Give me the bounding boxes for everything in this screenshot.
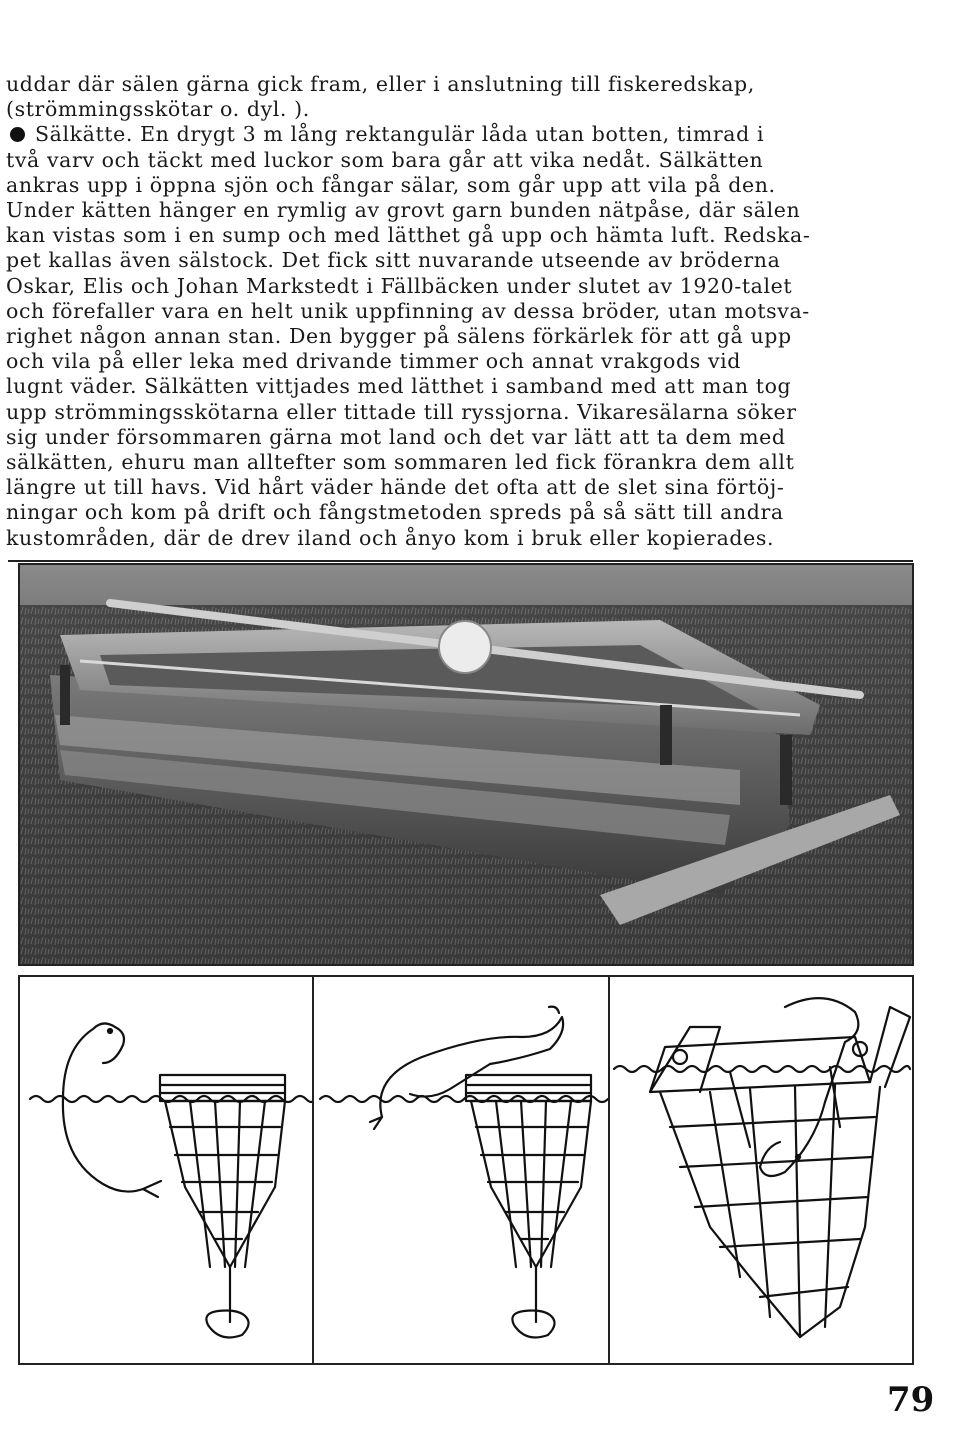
folded-lid-right	[870, 1007, 910, 1087]
text-line: righet någon annan stan. Den bygger på sälens förkärlek för att gå upp	[6, 324, 792, 349]
corner-post	[780, 735, 792, 805]
text-line: längre ut till havs. Vid hårt väder hände det ofta att de slet sina förtöj-	[6, 475, 785, 500]
diagram-panel-trapped	[610, 977, 912, 1363]
raft-box	[466, 1075, 591, 1101]
diagram-seal-approaching	[20, 977, 312, 1363]
text-line: (strömmingsskötar o. dyl. ).	[6, 97, 310, 122]
net-mesh-h	[670, 1117, 875, 1297]
text-line: två varv och täckt med luckor som bara går att vika nedåt. Sälkätten	[6, 147, 764, 172]
text-underline-rule	[8, 560, 913, 562]
text-line: ankras upp i öppna sjön och fångar sälar, som går upp att vila på den.	[6, 172, 776, 197]
diagram-panel-climb	[314, 977, 608, 1363]
diagram-seal-trapped	[610, 977, 912, 1363]
text-line: sälkätten, ehuru man alltefter som sommaren led fick förankra dem allt	[6, 450, 795, 475]
photo-illustration	[20, 565, 912, 964]
text-line: Under kätten hänger en rymlig av grovt garn bunden nätpåse, där sälen	[6, 198, 801, 223]
body-text	[6, 72, 936, 551]
text-line: sig under försommaren gärna mot land och det var lätt att ta dem med	[6, 424, 786, 449]
text-line: ningar och kom på drift och fångstmetoden spreds på så sätt till andra	[6, 500, 784, 525]
text-line: uddar där sälen gärna gick fram, eller i anslutning till fiskeredskap,	[6, 72, 755, 96]
text-line: kan vistas som i en sump och med lätthet gå upp och hämta luft. Redska-	[6, 223, 811, 248]
diagram-strip	[18, 975, 914, 1365]
net-mesh-h	[170, 1127, 280, 1239]
seal-head	[103, 1027, 124, 1063]
photo-seal-trap	[18, 563, 914, 966]
net-mesh-h	[476, 1127, 586, 1239]
text-line: kustområden, där de drev iland och ånyo kom i bruk eller kopierades.	[6, 525, 775, 550]
corner-post	[660, 705, 672, 765]
seal-eye	[108, 1029, 112, 1033]
text-line: Sälkätte. En drygt 3 m lång rektangulär låda utan botten, timrad i	[35, 122, 765, 147]
text-line: och förefaller vara en helt unik uppfinning av dessa bröder, utan motsva-	[6, 298, 810, 323]
text-line: lugnt väder. Sälkätten vittjades med lätthet i samband med att man tog	[6, 374, 792, 399]
seal-flipper	[370, 1117, 382, 1129]
seal-whisker	[549, 1007, 559, 1013]
text-line-bullet	[6, 122, 936, 147]
seal-body	[63, 1023, 161, 1197]
float-ball	[439, 621, 491, 673]
corner-post	[60, 665, 70, 725]
text-line: och vila på eller leka med drivande timmer och annat vrakgods vid	[6, 349, 742, 374]
anchor-stone	[512, 1311, 554, 1338]
anchor-stone	[206, 1311, 248, 1338]
raft-hole	[673, 1050, 687, 1064]
text-line: pet kallas även sälstock. Det fick sitt nuvarande utseende av bröderna	[6, 248, 781, 273]
net-bag	[660, 1087, 880, 1337]
bullet-icon	[10, 127, 25, 142]
diagram-panel-approach	[20, 977, 312, 1363]
page-number: 79	[887, 1380, 935, 1420]
seal-eye	[796, 1155, 800, 1159]
diagram-seal-climbing	[314, 977, 608, 1363]
text-line: upp strömmingsskötarna eller tittade till ryssjorna. Vikaresälarna söker	[6, 399, 797, 424]
text-line: Oskar, Elis och Johan Markstedt i Fällbäcken under slutet av 1920-talet	[6, 273, 793, 298]
